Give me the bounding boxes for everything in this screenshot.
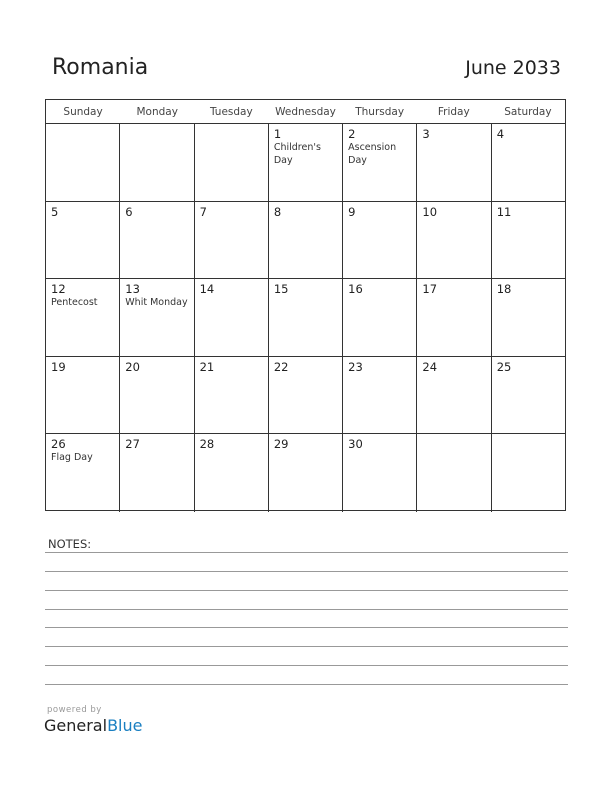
day-cell <box>195 357 269 434</box>
day-number: 16 <box>348 282 363 297</box>
day-cell <box>492 434 565 512</box>
brand-blue: Blue <box>107 716 143 735</box>
day-cell <box>120 357 194 434</box>
day-cell <box>343 124 417 201</box>
day-number: 17 <box>422 282 438 297</box>
notes-label: NOTES: <box>48 537 92 551</box>
day-number: 13 <box>125 282 140 297</box>
day-cell <box>492 124 565 201</box>
day-cell <box>46 124 120 201</box>
day-number: 7 <box>199 204 207 219</box>
weekday-saturday: Saturday <box>504 106 552 118</box>
note-line <box>45 627 568 628</box>
day-cell <box>269 202 343 279</box>
day-cell <box>343 279 417 356</box>
note-line <box>45 552 568 553</box>
day-cell <box>120 202 194 279</box>
day-number: 30 <box>348 437 363 452</box>
day-cell <box>343 202 417 279</box>
weekday-monday: Monday <box>136 106 178 118</box>
day-cell <box>195 202 269 279</box>
day-number: 22 <box>273 359 289 374</box>
day-number: 1 <box>273 127 282 141</box>
day-number: 24 <box>422 359 438 374</box>
day-cell <box>343 434 417 512</box>
day-number: 10 <box>422 204 438 219</box>
weekday-wednesday: Wednesday <box>275 106 336 118</box>
day-cell <box>417 434 491 512</box>
day-number: 28 <box>199 437 215 452</box>
note-line <box>45 590 568 591</box>
day-cell <box>46 434 120 512</box>
day-cell <box>269 124 343 201</box>
weekday-tuesday: Tuesday <box>209 106 253 118</box>
day-cell <box>492 279 565 356</box>
day-number: 23 <box>348 359 363 374</box>
weekday-header-row <box>46 100 565 124</box>
weekday-friday: Friday <box>437 106 470 118</box>
week-row <box>46 357 565 435</box>
day-event: Pentecost <box>51 297 98 309</box>
day-cell <box>269 279 343 356</box>
day-number: 21 <box>199 359 215 374</box>
day-cell <box>120 434 194 512</box>
day-event: Children's Day <box>273 142 321 166</box>
weekday-sunday: Sunday <box>63 106 103 118</box>
powered-by-text: powered by <box>47 705 102 715</box>
day-cell <box>417 202 491 279</box>
day-cell <box>195 124 269 201</box>
day-number: 2 <box>348 127 356 141</box>
day-number: 3 <box>422 127 430 141</box>
note-line <box>45 571 568 572</box>
day-cell <box>417 357 491 434</box>
day-event: Flag Day <box>51 452 93 464</box>
day-number: 4 <box>496 127 505 141</box>
day-number: 12 <box>51 282 66 297</box>
note-line <box>45 665 568 666</box>
day-cell <box>46 279 120 356</box>
week-row <box>46 202 565 280</box>
day-event: Ascension Day <box>348 142 397 166</box>
day-number: 15 <box>273 282 289 297</box>
day-number: 8 <box>273 204 282 219</box>
day-event: Whit Monday <box>125 297 188 309</box>
day-number: 29 <box>273 437 289 452</box>
day-number: 25 <box>496 359 512 374</box>
day-number: 18 <box>496 282 512 297</box>
day-cell <box>120 279 194 356</box>
day-cell <box>46 357 120 434</box>
day-cell <box>195 434 269 512</box>
page-month: June 2033 <box>465 57 561 79</box>
day-number: 14 <box>199 282 215 297</box>
day-cell <box>417 124 491 201</box>
day-cell <box>46 202 120 279</box>
day-number: 11 <box>496 204 512 219</box>
day-cell <box>492 202 565 279</box>
week-row <box>46 124 565 202</box>
day-cell <box>492 357 565 434</box>
day-number: 26 <box>51 437 66 452</box>
note-line <box>45 609 568 610</box>
day-number: 27 <box>125 437 140 452</box>
day-number: 6 <box>125 204 133 219</box>
brand-general: General <box>44 716 108 735</box>
day-cell <box>269 434 343 512</box>
weekday-thursday: Thursday <box>355 106 405 118</box>
day-cell <box>269 357 343 434</box>
day-number: 20 <box>125 359 140 374</box>
day-number: 5 <box>51 204 59 219</box>
week-row <box>46 434 565 512</box>
day-cell <box>417 279 491 356</box>
brand-logo <box>44 716 142 735</box>
note-line <box>45 646 568 647</box>
page-title: Romania <box>52 55 149 80</box>
calendar-grid <box>45 99 566 511</box>
note-line <box>45 684 568 685</box>
day-cell <box>195 279 269 356</box>
week-row <box>46 279 565 357</box>
day-number: 19 <box>51 359 66 374</box>
day-cell <box>120 124 194 201</box>
day-cell <box>343 357 417 434</box>
day-number: 9 <box>348 204 356 219</box>
